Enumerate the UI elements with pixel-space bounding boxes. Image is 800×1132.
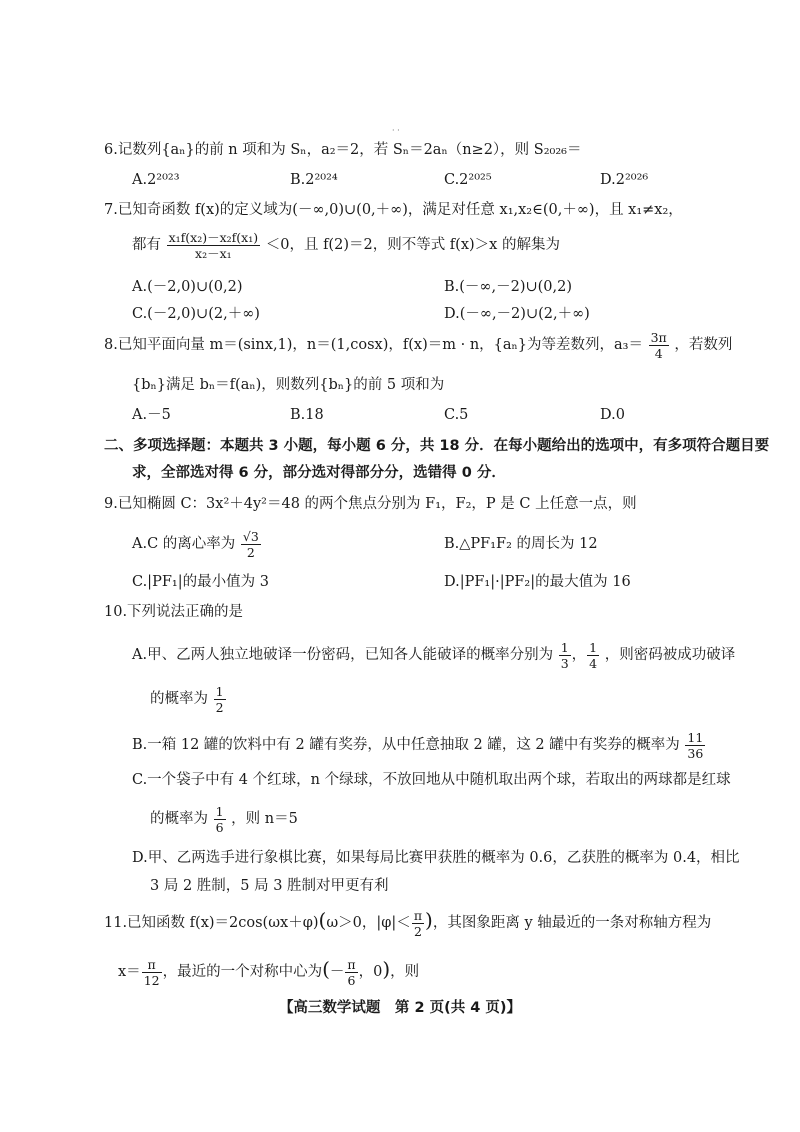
q11-l2-denominator: 12 [143, 972, 160, 988]
q7-tail-text: ＜0，且 f(2)＝2，则不等式 f(x)＞x 的解集为 [265, 237, 560, 253]
q10-a2-numerator: 1 [215, 683, 224, 699]
q11-cond-denominator: 2 [413, 923, 422, 939]
question-11-stem [104, 897, 711, 946]
q9-option-a-numerator: √3 [242, 528, 259, 544]
q9-option-a-text: A.C 的离心率为 [132, 536, 236, 552]
q10-a2-pre: 的概率为 [150, 691, 208, 707]
q11-l2-mid: ，最近的一个对称中心为 [162, 964, 323, 980]
q10-b-pre: B.一箱 12 罐的饮料中有 2 罐有奖券，从中任意抽取 2 罐，这 2 罐中有奖券的概率为 [132, 737, 680, 753]
q8-option-d: D.0 [600, 407, 625, 423]
q10-option-d-line1: D.甲、乙两选手进行象棋比赛，如果每局比赛甲获胜的概率为 0.6，乙获胜的概率为 0.4，相比 [132, 850, 740, 866]
q10-a-f1-denominator: 3 [560, 655, 569, 671]
q9-option-a-denominator: 2 [246, 544, 255, 560]
q10-c2-numerator: 1 [215, 803, 224, 819]
q8-stem-post: ，若数列 [674, 337, 733, 353]
q11-paren-close: ) [425, 908, 433, 932]
q8-stem-pre: 8.已知平面向量 m＝(sinx,1)，n＝(1,cosx)，f(x)＝m · n，{aₙ}为等差数列，a₃＝ [104, 337, 643, 353]
q11-center-denominator: 6 [347, 972, 356, 988]
q10-option-a-line1 [132, 632, 735, 678]
q10-a-f1-numerator: 1 [560, 639, 569, 655]
q11-cond-numerator: π [413, 907, 423, 923]
q11-paren-open: ( [318, 908, 327, 932]
q10-option-c-line1: C.一个袋子中有 4 个红球，n 个绿球，不放回地从中随机取出两个球，若取出的两球都是红球 [132, 772, 731, 788]
scan-mark: · · [392, 126, 400, 135]
q8-fraction-numerator: 3π [650, 329, 667, 345]
q11-l2-post: ，则 [390, 964, 420, 980]
q10-option-c-line2 [150, 796, 298, 842]
q7-option-a: A.(－2,0)∪(0,2) [132, 279, 243, 295]
q6-option-b: B.2²⁰²⁴ [290, 172, 338, 188]
q10-c2-pre: 的概率为 [150, 811, 208, 827]
q10-a-fraction-1 [559, 640, 571, 671]
q7-option-d: D.(－∞,－2)∪(2,＋∞) [444, 306, 590, 322]
q11-l2-fraction [142, 957, 162, 988]
q11-cond-fraction [412, 908, 424, 939]
q8-option-c: C.5 [444, 407, 469, 423]
q9-option-d: D.|PF₁|·|PF₂|的最大值为 16 [444, 574, 631, 590]
q9-option-b: B.△PF₁F₂ 的周长为 12 [444, 536, 598, 552]
q11-center-sign: － [329, 964, 345, 980]
q8-option-a: A.－5 [132, 407, 171, 423]
q6-option-c: C.2²⁰²⁵ [444, 172, 492, 188]
q10-c2-fraction [214, 804, 226, 835]
q10-option-b [132, 722, 706, 768]
q7-fraction-numerator: x₁f(x₂)－x₂f(x₁) [168, 229, 259, 245]
q10-option-d-line2: 3 局 2 胜制，5 局 3 胜制对甲更有利 [150, 878, 389, 894]
q10-b-denominator: 36 [687, 745, 704, 761]
question-8-line2: {bₙ}满足 bₙ＝f(aₙ)，则数列{bₙ}的前 5 项和为 [132, 377, 445, 393]
q10-a2-fraction [214, 684, 226, 715]
q10-c2-denominator: 6 [215, 819, 224, 835]
question-6-stem: 6.记数列{aₙ}的前 n 项和为 Sₙ，a₂＝2，若 Sₙ＝2aₙ（n≥2），则 S₂₀₂₆＝ [104, 142, 582, 158]
section-2-heading-cont: 求，全部选对得 6 分，部分选对得部分分，选错得 0 分． [132, 465, 506, 481]
q9-option-a [132, 521, 262, 567]
q9-option-c: C.|PF₁|的最小值为 3 [132, 574, 269, 590]
question-11-line2 [118, 946, 419, 995]
question-7-condition [132, 222, 560, 268]
q10-a-f2-numerator: 1 [589, 639, 598, 655]
q11-center-paren-open: ( [322, 957, 330, 981]
q10-c2-post: ，则 n＝5 [231, 811, 298, 827]
q7-option-c: C.(－2,0)∪(2,＋∞) [132, 306, 260, 322]
q10-a2-denominator: 2 [215, 699, 224, 715]
q6-option-a: A.2²⁰²³ [132, 172, 180, 188]
q10-a-separator: ， [571, 647, 587, 663]
q10-a-post: ，则密码被成功破译 [604, 647, 736, 663]
q11-l2-numerator: π [142, 957, 162, 973]
q11-center-paren-close: ) [382, 957, 391, 981]
q10-b-numerator: 11 [687, 729, 704, 745]
q11-cond-pre: ω＞0，|φ|＜ [326, 915, 411, 931]
q11-post: ，其图象距离 y 轴最近的一条对称轴方程为 [432, 915, 712, 931]
question-8-stem [104, 322, 732, 368]
question-9-stem: 9.已知椭圆 C：3x²＋4y²＝48 的两个焦点分别为 F₁，F₂，P 是 C 上任意一点，则 [104, 496, 637, 512]
question-10-stem: 10.下列说法正确的是 [104, 604, 244, 620]
page-footer: 【高三数学试题 第 2 页(共 4 页)】 [278, 1000, 522, 1016]
q7-fraction-denominator: x₂－x₁ [195, 245, 232, 261]
q7-lead-text: 都有 [132, 237, 161, 253]
q8-fraction-denominator: 4 [654, 345, 663, 361]
q11-center-tail: ，0 [358, 964, 383, 980]
q11-pre: 11.已知函数 f(x)＝2cos(ωx＋φ) [104, 915, 319, 931]
q11-center-numerator: π [347, 956, 356, 972]
q10-a-pre: A.甲、乙两人独立地破译一份密码，已知各人能破译的概率分别为 [132, 647, 554, 663]
q11-l2-pre: x＝ [118, 964, 141, 980]
q7-option-b: B.(－∞,－2)∪(0,2) [444, 279, 573, 295]
q10-a-f2-denominator: 4 [589, 655, 598, 671]
q9-option-a-fraction [241, 529, 261, 560]
q10-a-fraction-2 [587, 640, 599, 671]
q8-option-b: B.18 [290, 407, 324, 423]
q8-fraction [649, 330, 669, 361]
question-7-stem: 7.已知奇函数 f(x)的定义域为(－∞,0)∪(0,＋∞)，满足对任意 x₁,x₂∈(0,＋∞)，且 x₁≠x₂， [104, 202, 683, 218]
q6-option-d: D.2²⁰²⁶ [600, 172, 649, 188]
q7-fraction [167, 230, 261, 261]
q10-option-a-line2 [150, 676, 227, 722]
section-2-heading: 二、多项选择题：本题共 3 小题，每小题 6 分，共 18 分．在每小题给出的选项中，有多项符合题目要 [104, 438, 770, 454]
q10-b-fraction [685, 730, 705, 761]
q11-center-fraction [345, 957, 357, 988]
